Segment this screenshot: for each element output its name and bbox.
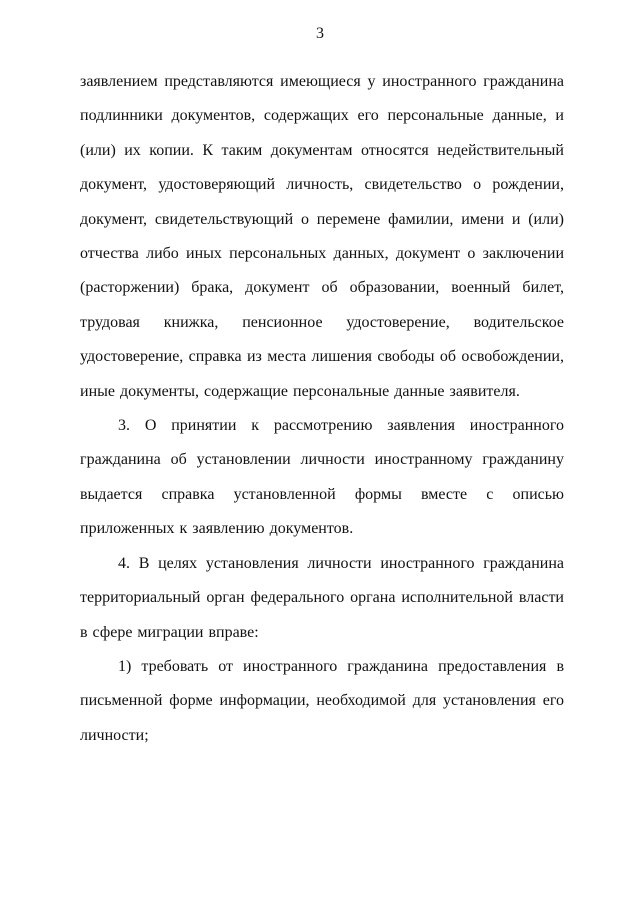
document-body [80,65,564,753]
paragraph-item-4: 4. В целях установления личности иностранного гражданина территориальный орган федерального органа исполнительной власти в сфере миграции вправе: [80,554,564,641]
paragraph-continuation: заявлением представляются имеющиеся у иностранного гражданина подлинники документов, содержащих его персональные данные, и (или) их копии. К таким документам относятся недействительный документ, удостоверяющий личность, свидетельство о рождении, документ, свидетельствующий о перемене фамилии, имени и (или) отчества либо иных персональных данных, документ о заключении (расторжении) брака, документ об образовании, военный билет, трудовая книжка, пенсионное удостоверение, водительское удостоверение, справка из места лишения свободы об освобождении, иные документы, содержащие персональные данные заявителя. [80,73,564,400]
paragraph-item-3: 3. О принятии к рассмотрению заявления иностранного гражданина об установлении личности иностранному гражданину выдается справка установленной формы вместе с описью приложенных к заявлению документов. [80,417,564,538]
paragraph-subitem-1: 1) требовать от иностранного гражданина предоставления в письменной форме информации, необходимой для установления его личности; [80,657,564,744]
page-number: 3 [316,25,324,42]
